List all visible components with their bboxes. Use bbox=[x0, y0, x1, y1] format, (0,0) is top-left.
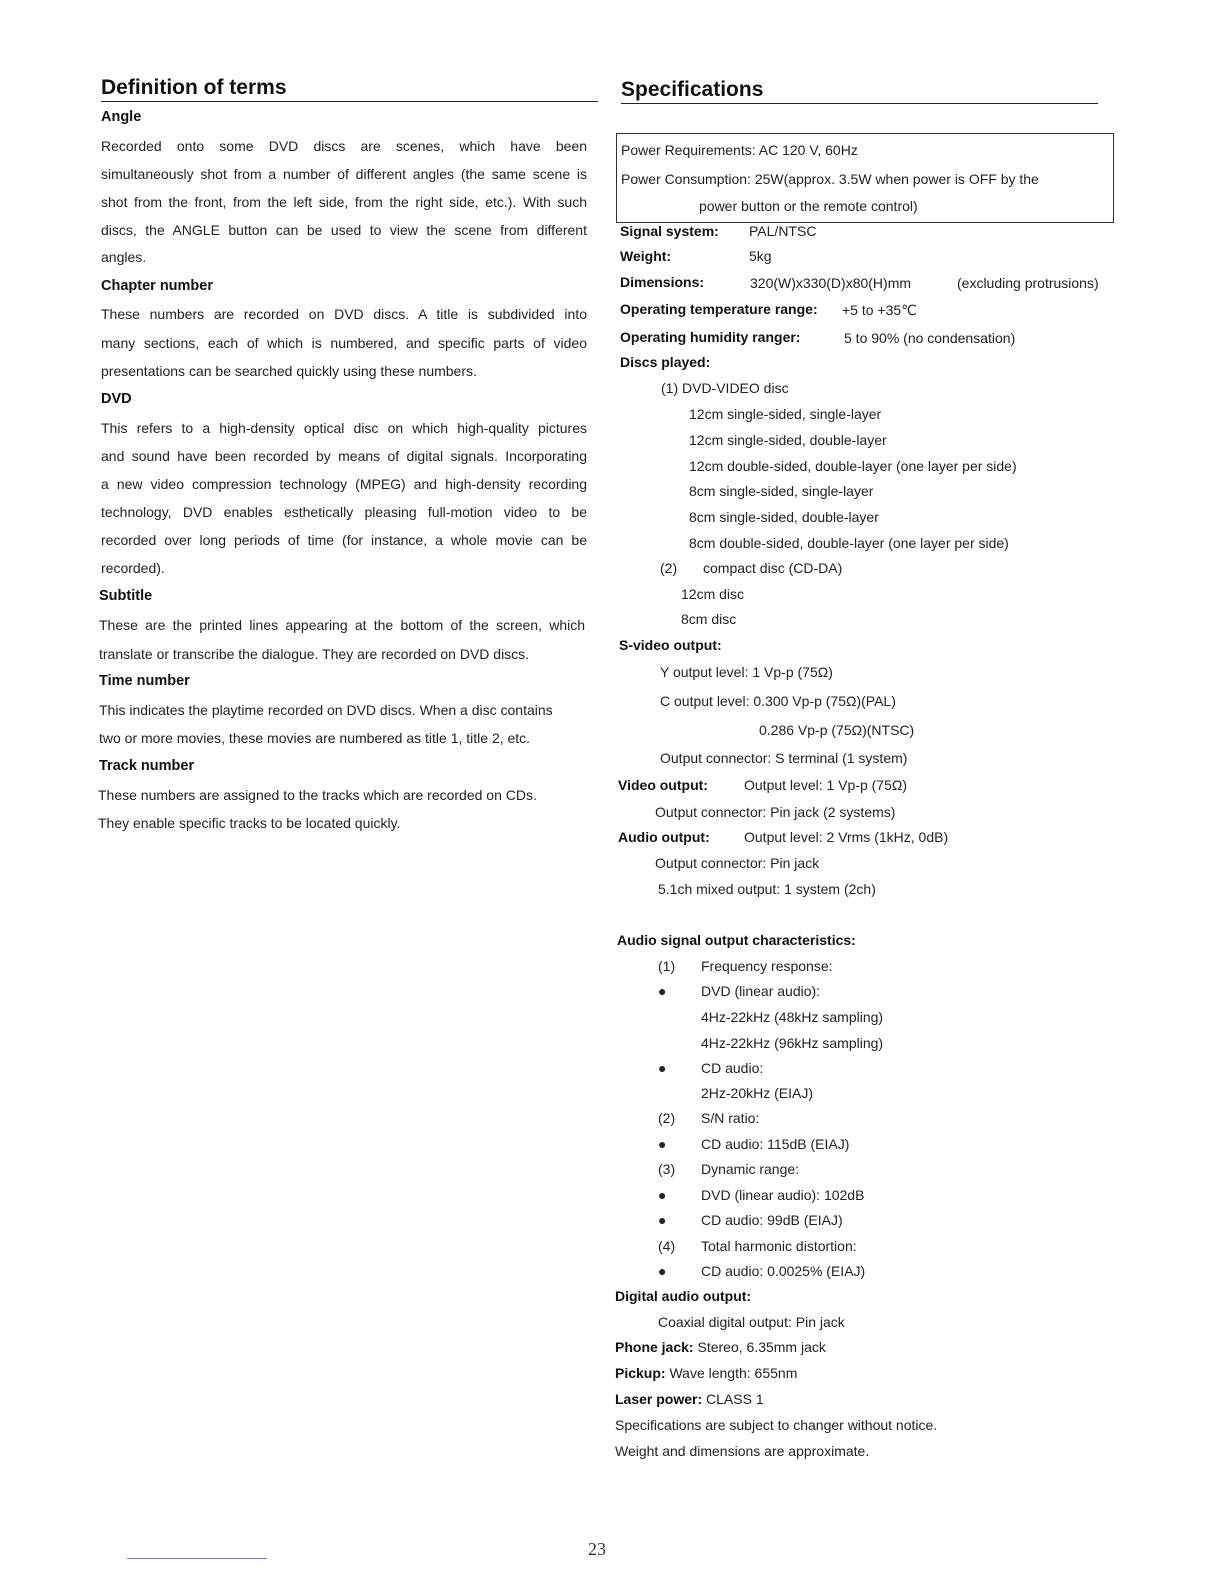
term-line: These are the printed lines appearing at the bottom of the screen, which bbox=[99, 617, 585, 633]
pickup-value: Wave length: 655nm bbox=[669, 1365, 798, 1381]
op-humidity-label: Operating humidity ranger: bbox=[620, 329, 801, 345]
dimensions-note: (excluding protrusions) bbox=[957, 275, 1099, 291]
list-item: DVD (linear audio): 102dB bbox=[701, 1187, 865, 1203]
power-requirements: Power Requirements: AC 120 V, 60Hz bbox=[621, 142, 858, 158]
note-line: Weight and dimensions are approximate. bbox=[615, 1443, 870, 1459]
list-item: CD audio: bbox=[701, 1060, 764, 1076]
list-item: Total harmonic distortion: bbox=[701, 1238, 857, 1254]
term-line: and sound have been recorded by means of digital signals. Incorporating bbox=[101, 448, 587, 464]
term-heading: Angle bbox=[101, 109, 142, 125]
section-title-specifications: Specifications bbox=[621, 78, 1098, 104]
term-line: translate or transcribe the dialogue. They are recorded on DVD discs. bbox=[99, 646, 530, 662]
compact-disc: compact disc (CD-DA) bbox=[703, 560, 843, 576]
term-heading: Subtitle bbox=[99, 588, 153, 604]
term-line: This refers to a high-density optical disc on which high-quality pictures bbox=[101, 420, 587, 436]
list-item: CD audio: 115dB (EIAJ) bbox=[701, 1136, 850, 1152]
power-consumption: Power Consumption: 25W(approx. 3.5W when power is OFF by the bbox=[621, 171, 1039, 187]
digital-audio-output-label: Digital audio output: bbox=[615, 1288, 752, 1304]
laser-power-value: CLASS 1 bbox=[706, 1391, 764, 1407]
term-line: These numbers are recorded on DVD discs. A title is subdivided into bbox=[101, 306, 587, 322]
signal-system-value: PAL/NTSC bbox=[749, 223, 817, 239]
pickup-row bbox=[615, 1364, 797, 1382]
power-consumption-cont: power button or the remote control) bbox=[699, 198, 918, 214]
weight-value: 5kg bbox=[749, 248, 772, 264]
list-item: 4Hz-22kHz (48kHz sampling) bbox=[701, 1009, 884, 1025]
bullet-icon: ● bbox=[658, 1263, 667, 1279]
audio-mixed-output: 5.1ch mixed output: 1 system (2ch) bbox=[658, 881, 876, 897]
list-item: DVD (linear audio): bbox=[701, 983, 821, 999]
audio-output-level: Output level: 2 Vrms (1kHz, 0dB) bbox=[744, 829, 949, 845]
term-line: recorded over long periods of time (for instance, a whole movie can be bbox=[101, 532, 587, 548]
disc-item: 8cm single-sided, single-layer bbox=[689, 483, 874, 499]
op-temp-label: Operating temperature range: bbox=[620, 301, 818, 317]
list-item: Dynamic range: bbox=[701, 1161, 800, 1177]
term-line: Recorded onto some DVD discs are scenes, which have been bbox=[101, 138, 587, 154]
term-heading: DVD bbox=[101, 391, 132, 407]
term-line: These numbers are assigned to the tracks which are recorded on CDs. bbox=[98, 787, 537, 803]
term-line: presentations can be searched quickly using these numbers. bbox=[101, 363, 477, 379]
op-humidity-value: 5 to 90% (no condensation) bbox=[844, 330, 1016, 346]
list-item: 4Hz-22kHz (96kHz sampling) bbox=[701, 1035, 884, 1051]
dvd-video-disc: (1) DVD-VIDEO disc bbox=[661, 380, 789, 396]
term-line: simultaneously shot from a number of different angles (the same scene is bbox=[101, 166, 587, 182]
svideo-y-level: Y output level: 1 Vp-p (75Ω) bbox=[660, 664, 833, 680]
bullet-icon: ● bbox=[658, 983, 667, 999]
discs-played-label: Discs played: bbox=[620, 354, 711, 370]
signal-system-label: Signal system: bbox=[620, 223, 719, 239]
laser-power-label: Laser power: bbox=[615, 1391, 703, 1407]
svideo-label: S-video output: bbox=[619, 637, 722, 653]
disc-item: 8cm disc bbox=[681, 611, 737, 627]
digital-audio-output-value: Coaxial digital output: Pin jack bbox=[658, 1314, 845, 1330]
term-line: angles. bbox=[101, 249, 147, 265]
bullet-icon: ● bbox=[658, 1212, 667, 1228]
term-line: many sections, each of which is numbered, and specific parts of video bbox=[101, 335, 587, 351]
term-line: technology, DVD enables esthetically pleasing full-motion video to be bbox=[101, 504, 587, 520]
list-item: CD audio: 0.0025% (EIAJ) bbox=[701, 1263, 866, 1279]
video-output-label: Video output: bbox=[618, 777, 708, 793]
section-title-definitions: Definition of terms bbox=[101, 76, 598, 102]
list-marker: (3) bbox=[658, 1161, 676, 1177]
term-heading: Time number bbox=[99, 673, 190, 689]
term-line: This indicates the playtime recorded on DVD discs. When a disc contains bbox=[99, 702, 553, 718]
list-marker: (4) bbox=[658, 1238, 676, 1254]
term-line: They enable specific tracks to be located quickly. bbox=[98, 815, 401, 831]
footer-rule bbox=[127, 1558, 267, 1559]
dimensions-label: Dimensions: bbox=[620, 274, 705, 290]
bullet-icon: ● bbox=[658, 1060, 667, 1076]
term-line: two or more movies, these movies are numbered as title 1, title 2, etc. bbox=[99, 730, 531, 746]
audio-signal-characteristics-label: Audio signal output characteristics: bbox=[617, 932, 856, 948]
weight-label: Weight: bbox=[620, 248, 672, 264]
term-heading: Chapter number bbox=[101, 278, 213, 294]
list-item: S/N ratio: bbox=[701, 1110, 760, 1126]
term-line: recorded). bbox=[101, 560, 165, 576]
bullet-icon: ● bbox=[658, 1187, 667, 1203]
list-item: 2Hz-20kHz (EIAJ) bbox=[701, 1085, 814, 1101]
page-number: 23 bbox=[588, 1539, 606, 1559]
video-output-connector: Output connector: Pin jack (2 systems) bbox=[655, 804, 896, 820]
disc-item: 8cm double-sided, double-layer (one layer per side) bbox=[689, 535, 1009, 551]
dimensions-value: 320(W)x330(D)x80(H)mm bbox=[750, 275, 912, 291]
phone-jack-label: Phone jack: bbox=[615, 1339, 694, 1355]
svideo-c-level-ntsc: 0.286 Vp-p (75Ω)(NTSC) bbox=[759, 722, 915, 738]
disc-item: 12cm double-sided, double-layer (one layer per side) bbox=[689, 458, 1017, 474]
list-marker: (2) bbox=[658, 1110, 676, 1126]
disc-item: 12cm disc bbox=[681, 586, 745, 602]
term-line: shot from the front, from the left side, from the right side, etc.). With such bbox=[101, 194, 587, 210]
term-heading: Track number bbox=[99, 758, 195, 774]
disc-item: 12cm single-sided, single-layer bbox=[689, 406, 882, 422]
svideo-connector: Output connector: S terminal (1 system) bbox=[660, 750, 908, 766]
term-line: a new video compression technology (MPEG) and high-density recording bbox=[101, 476, 587, 492]
phone-jack-value: Stereo, 6.35mm jack bbox=[697, 1339, 826, 1355]
video-output-level: Output level: 1 Vp-p (75Ω) bbox=[744, 777, 907, 793]
bullet-icon: ● bbox=[658, 1136, 667, 1152]
phone-jack-row bbox=[615, 1338, 826, 1356]
audio-output-connector: Output connector: Pin jack bbox=[655, 855, 820, 871]
list-item: Frequency response: bbox=[701, 958, 833, 974]
svideo-c-level: C output level: 0.300 Vp-p (75Ω)(PAL) bbox=[660, 693, 896, 709]
note-line: Specifications are subject to changer without notice. bbox=[615, 1417, 938, 1433]
cd-number: (2) bbox=[660, 560, 678, 576]
disc-item: 8cm single-sided, double-layer bbox=[689, 509, 879, 525]
term-line: discs, the ANGLE button can be used to view the scene from different bbox=[101, 222, 587, 238]
op-temp-value: +5 to +35℃ bbox=[842, 302, 917, 318]
pickup-label: Pickup: bbox=[615, 1365, 666, 1381]
laser-power-row bbox=[615, 1390, 764, 1408]
list-item: CD audio: 99dB (EIAJ) bbox=[701, 1212, 843, 1228]
disc-item: 12cm single-sided, double-layer bbox=[689, 432, 887, 448]
list-marker: (1) bbox=[658, 958, 676, 974]
audio-output-label: Audio output: bbox=[618, 829, 710, 845]
